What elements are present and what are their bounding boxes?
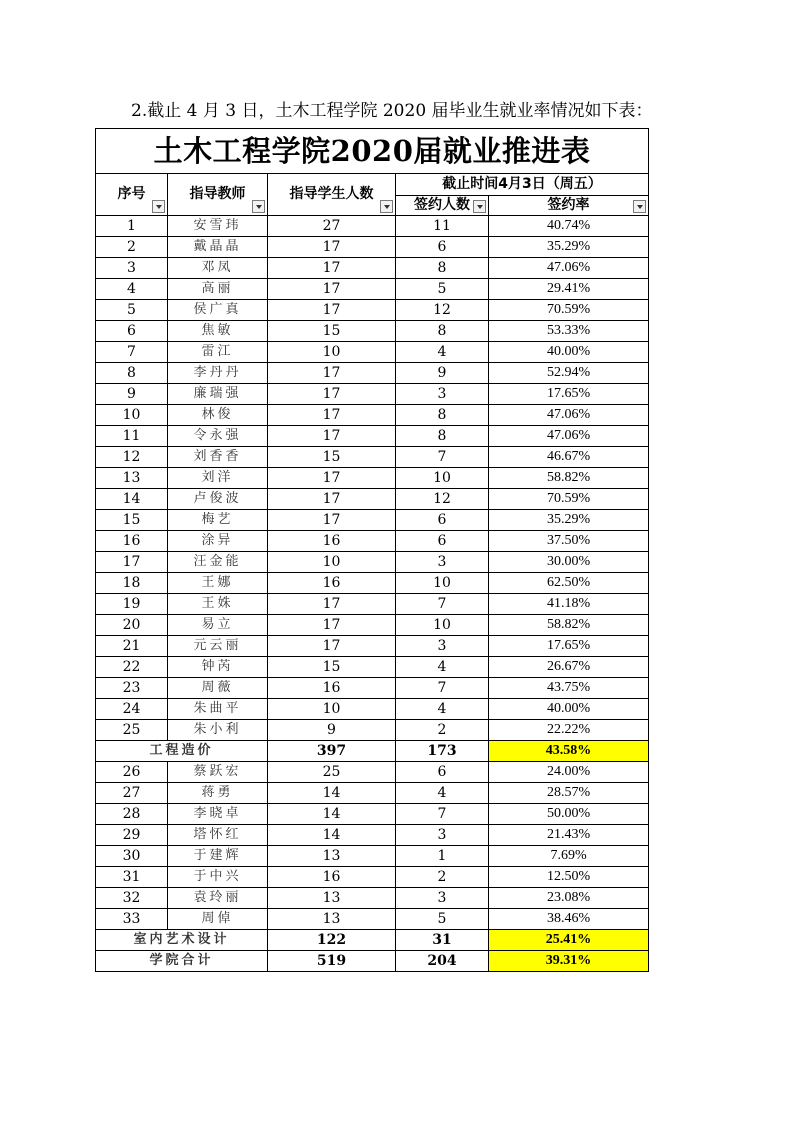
row-signed: 10 [396, 573, 489, 594]
employment-table [95, 128, 649, 972]
subtotal-row-interior-design [96, 930, 649, 951]
total-rate: 39.31% [489, 951, 649, 972]
row-index: 18 [96, 573, 168, 594]
row-rate: 30.00% [489, 552, 649, 573]
row-signed: 6 [396, 531, 489, 552]
table-row [96, 363, 649, 384]
row-index: 17 [96, 552, 168, 573]
total-students: 122 [268, 930, 396, 951]
row-signed: 8 [396, 321, 489, 342]
row-rate: 47.06% [489, 426, 649, 447]
row-teacher: 汪金能 [168, 552, 268, 573]
row-teacher: 令永强 [168, 426, 268, 447]
row-rate: 17.65% [489, 636, 649, 657]
row-rate: 58.82% [489, 615, 649, 636]
table-row [96, 573, 649, 594]
row-students: 27 [268, 216, 396, 237]
row-students: 17 [268, 426, 396, 447]
table-row [96, 468, 649, 489]
row-signed: 8 [396, 405, 489, 426]
grand-total-row [96, 951, 649, 972]
row-students: 16 [268, 867, 396, 888]
row-teacher: 易立 [168, 615, 268, 636]
row-signed: 4 [396, 783, 489, 804]
row-index: 29 [96, 825, 168, 846]
filter-dropdown-icon[interactable] [380, 200, 393, 213]
row-students: 17 [268, 510, 396, 531]
row-students: 17 [268, 384, 396, 405]
table-row [96, 657, 649, 678]
table-row [96, 300, 649, 321]
table-row [96, 216, 649, 237]
row-index: 10 [96, 405, 168, 426]
table-row [96, 699, 649, 720]
row-students: 17 [268, 615, 396, 636]
intro-paragraph: 2.截止 4 月 3 日，土木工程学院 2020 届毕业生就业率情况如下表： [131, 101, 653, 121]
table-row [96, 804, 649, 825]
row-teacher: 朱曲平 [168, 699, 268, 720]
total-rate: 43.58% [489, 741, 649, 762]
row-students: 14 [268, 825, 396, 846]
header-rate-label: 签约率 [547, 197, 590, 213]
row-rate: 58.82% [489, 468, 649, 489]
row-students: 17 [268, 594, 396, 615]
row-teacher: 安雪玮 [168, 216, 268, 237]
row-teacher: 廉瑞强 [168, 384, 268, 405]
row-teacher: 戴晶晶 [168, 237, 268, 258]
row-students: 17 [268, 489, 396, 510]
row-rate: 43.75% [489, 678, 649, 699]
row-students: 16 [268, 573, 396, 594]
row-students: 17 [268, 237, 396, 258]
total-signed: 204 [396, 951, 489, 972]
row-signed: 5 [396, 909, 489, 930]
row-teacher: 刘香香 [168, 447, 268, 468]
row-index: 21 [96, 636, 168, 657]
total-rate: 25.41% [489, 930, 649, 951]
row-signed: 7 [396, 447, 489, 468]
header-rate [489, 196, 649, 216]
row-rate: 47.06% [489, 405, 649, 426]
row-teacher: 元云丽 [168, 636, 268, 657]
employment-table-container [95, 128, 648, 972]
row-index: 12 [96, 447, 168, 468]
row-signed: 7 [396, 804, 489, 825]
row-index: 32 [96, 888, 168, 909]
row-rate: 40.00% [489, 342, 649, 363]
row-signed: 3 [396, 888, 489, 909]
row-teacher: 周薇 [168, 678, 268, 699]
table-row [96, 489, 649, 510]
row-rate: 41.18% [489, 594, 649, 615]
row-rate: 35.29% [489, 237, 649, 258]
row-rate: 70.59% [489, 300, 649, 321]
table-row [96, 237, 649, 258]
row-students: 17 [268, 405, 396, 426]
filter-dropdown-icon[interactable] [152, 200, 165, 213]
row-teacher: 周倬 [168, 909, 268, 930]
row-students: 17 [268, 279, 396, 300]
row-teacher: 钟芮 [168, 657, 268, 678]
row-teacher: 蔡跃宏 [168, 762, 268, 783]
row-signed: 10 [396, 615, 489, 636]
row-rate: 21.43% [489, 825, 649, 846]
row-students: 13 [268, 846, 396, 867]
table-row [96, 762, 649, 783]
row-signed: 3 [396, 552, 489, 573]
row-teacher: 朱小利 [168, 720, 268, 741]
row-rate: 17.65% [489, 384, 649, 405]
row-teacher: 卢俊波 [168, 489, 268, 510]
table-row [96, 846, 649, 867]
row-students: 13 [268, 909, 396, 930]
row-students: 10 [268, 342, 396, 363]
row-students: 14 [268, 804, 396, 825]
row-rate: 28.57% [489, 783, 649, 804]
header-teacher [168, 174, 268, 216]
table-row [96, 867, 649, 888]
table-row [96, 447, 649, 468]
row-index: 22 [96, 657, 168, 678]
row-students: 15 [268, 657, 396, 678]
row-index: 19 [96, 594, 168, 615]
row-index: 7 [96, 342, 168, 363]
table-row [96, 342, 649, 363]
row-signed: 11 [396, 216, 489, 237]
row-index: 6 [96, 321, 168, 342]
row-index: 9 [96, 384, 168, 405]
row-signed: 6 [396, 510, 489, 531]
row-rate: 26.67% [489, 657, 649, 678]
row-students: 17 [268, 636, 396, 657]
row-signed: 9 [396, 363, 489, 384]
row-signed: 4 [396, 657, 489, 678]
total-label: 工程造价 [96, 741, 268, 762]
subtotal-row-engineering-cost [96, 741, 649, 762]
row-teacher: 塔怀红 [168, 825, 268, 846]
row-signed: 3 [396, 636, 489, 657]
row-rate: 46.67% [489, 447, 649, 468]
row-index: 14 [96, 489, 168, 510]
row-rate: 35.29% [489, 510, 649, 531]
row-index: 24 [96, 699, 168, 720]
row-index: 8 [96, 363, 168, 384]
row-index: 4 [96, 279, 168, 300]
row-index: 13 [96, 468, 168, 489]
row-teacher: 袁玲丽 [168, 888, 268, 909]
row-rate: 29.41% [489, 279, 649, 300]
row-rate: 70.59% [489, 489, 649, 510]
table-row [96, 825, 649, 846]
row-teacher: 李丹丹 [168, 363, 268, 384]
row-teacher: 邓凤 [168, 258, 268, 279]
total-signed: 173 [396, 741, 489, 762]
row-index: 23 [96, 678, 168, 699]
table-row [96, 384, 649, 405]
table-row [96, 279, 649, 300]
row-teacher: 侯广真 [168, 300, 268, 321]
row-rate: 47.06% [489, 258, 649, 279]
row-teacher: 雷江 [168, 342, 268, 363]
row-index: 20 [96, 615, 168, 636]
row-students: 15 [268, 447, 396, 468]
header-signed [396, 196, 489, 216]
row-teacher: 林俊 [168, 405, 268, 426]
row-teacher: 于中兴 [168, 867, 268, 888]
row-signed: 2 [396, 867, 489, 888]
row-signed: 12 [396, 489, 489, 510]
row-rate: 7.69% [489, 846, 649, 867]
header-date-group: 截止时间4月3日（周五） [396, 174, 649, 196]
row-index: 33 [96, 909, 168, 930]
row-students: 15 [268, 321, 396, 342]
row-students: 16 [268, 531, 396, 552]
table-row [96, 531, 649, 552]
row-signed: 8 [396, 426, 489, 447]
table-row [96, 426, 649, 447]
row-teacher: 王姝 [168, 594, 268, 615]
row-signed: 7 [396, 594, 489, 615]
row-rate: 22.22% [489, 720, 649, 741]
table-row [96, 510, 649, 531]
row-index: 26 [96, 762, 168, 783]
table-row [96, 552, 649, 573]
row-rate: 23.08% [489, 888, 649, 909]
row-teacher: 梅艺 [168, 510, 268, 531]
table-row [96, 594, 649, 615]
table-row [96, 783, 649, 804]
table-row [96, 720, 649, 741]
row-index: 27 [96, 783, 168, 804]
row-signed: 7 [396, 678, 489, 699]
row-students: 16 [268, 678, 396, 699]
row-rate: 50.00% [489, 804, 649, 825]
row-teacher: 焦敏 [168, 321, 268, 342]
row-teacher: 刘洋 [168, 468, 268, 489]
row-signed: 10 [396, 468, 489, 489]
filter-dropdown-icon[interactable] [633, 200, 646, 213]
row-teacher: 蒋勇 [168, 783, 268, 804]
header-signed-label: 签约人数 [414, 197, 470, 213]
row-signed: 5 [396, 279, 489, 300]
table-title: 土木工程学院2020届就业推进表 [96, 129, 649, 174]
row-signed: 4 [396, 342, 489, 363]
row-students: 14 [268, 783, 396, 804]
row-signed: 3 [396, 825, 489, 846]
row-rate: 37.50% [489, 531, 649, 552]
row-signed: 6 [396, 762, 489, 783]
filter-dropdown-icon[interactable] [473, 200, 486, 213]
row-index: 31 [96, 867, 168, 888]
row-students: 17 [268, 258, 396, 279]
row-teacher: 王娜 [168, 573, 268, 594]
table-row [96, 321, 649, 342]
table-row [96, 615, 649, 636]
header-index-label: 序号 [117, 186, 146, 202]
row-students: 10 [268, 552, 396, 573]
row-students: 17 [268, 363, 396, 384]
row-signed: 6 [396, 237, 489, 258]
row-rate: 53.33% [489, 321, 649, 342]
row-signed: 3 [396, 384, 489, 405]
row-students: 10 [268, 699, 396, 720]
table-row [96, 636, 649, 657]
table-row [96, 405, 649, 426]
row-signed: 2 [396, 720, 489, 741]
row-rate: 38.46% [489, 909, 649, 930]
header-students-label: 指导学生人数 [289, 186, 374, 202]
row-rate: 24.00% [489, 762, 649, 783]
total-signed: 31 [396, 930, 489, 951]
row-students: 17 [268, 468, 396, 489]
row-signed: 12 [396, 300, 489, 321]
row-index: 1 [96, 216, 168, 237]
row-index: 5 [96, 300, 168, 321]
row-index: 16 [96, 531, 168, 552]
row-teacher: 涂异 [168, 531, 268, 552]
row-teacher: 高丽 [168, 279, 268, 300]
row-index: 30 [96, 846, 168, 867]
header-students [268, 174, 396, 216]
row-index: 25 [96, 720, 168, 741]
row-rate: 52.94% [489, 363, 649, 384]
row-rate: 40.00% [489, 699, 649, 720]
header-teacher-label: 指导教师 [189, 186, 246, 202]
table-row [96, 258, 649, 279]
total-students: 397 [268, 741, 396, 762]
total-label: 学院合计 [96, 951, 268, 972]
row-rate: 12.50% [489, 867, 649, 888]
table-row [96, 909, 649, 930]
table-row [96, 888, 649, 909]
row-students: 17 [268, 300, 396, 321]
row-teacher: 于建辉 [168, 846, 268, 867]
row-students: 13 [268, 888, 396, 909]
table-row [96, 678, 649, 699]
header-index [96, 174, 168, 216]
row-signed: 1 [396, 846, 489, 867]
filter-dropdown-icon[interactable] [252, 200, 265, 213]
row-students: 25 [268, 762, 396, 783]
row-signed: 4 [396, 699, 489, 720]
row-index: 2 [96, 237, 168, 258]
total-label: 室内艺术设计 [96, 930, 268, 951]
row-rate: 62.50% [489, 573, 649, 594]
row-index: 15 [96, 510, 168, 531]
row-students: 9 [268, 720, 396, 741]
row-index: 3 [96, 258, 168, 279]
total-students: 519 [268, 951, 396, 972]
row-teacher: 李晓卓 [168, 804, 268, 825]
row-rate: 40.74% [489, 216, 649, 237]
row-index: 28 [96, 804, 168, 825]
row-index: 11 [96, 426, 168, 447]
row-signed: 8 [396, 258, 489, 279]
